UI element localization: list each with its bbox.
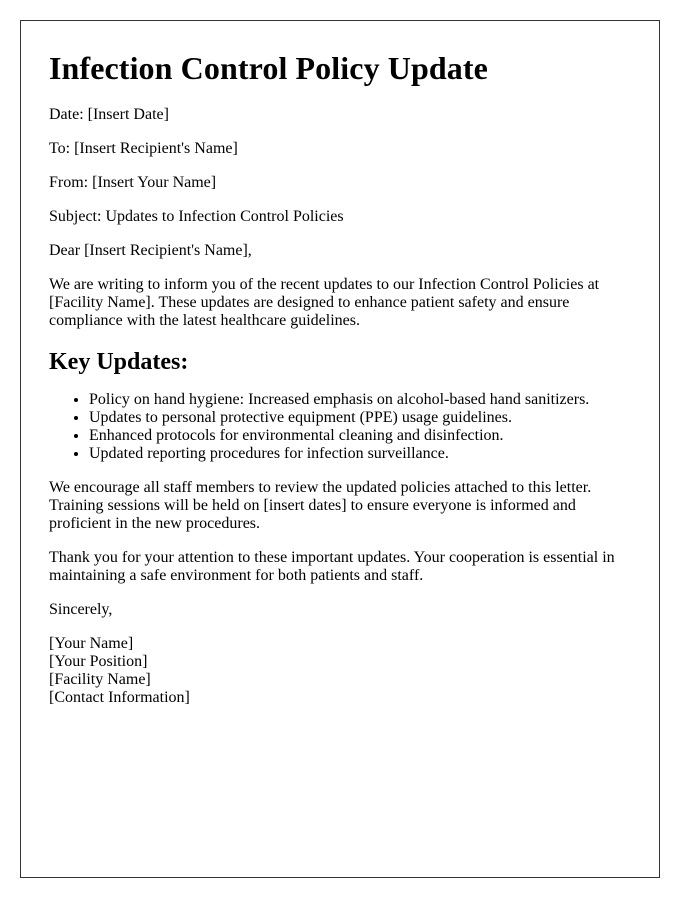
from-line: From: [Insert Your Name] bbox=[49, 174, 217, 191]
thanks-paragraph: Thank you for your attention to these important updates. Your cooperation is essential in maintaining a safe environment for both patients and staff. bbox=[49, 549, 615, 584]
key-update-item: • Policy on hand hygiene: Increased emphasis on alcohol-based hand sanitizers. bbox=[89, 391, 631, 409]
subject-line: Subject: Updates to Infection Control Policies bbox=[49, 208, 344, 225]
to-line: To: [Insert Recipient's Name] bbox=[49, 140, 238, 157]
signature-position: [Your Position] bbox=[49, 653, 148, 670]
intro-paragraph: We are writing to inform you of the recent updates to our Infection Control Policies at [Facility Name]. These updates are designed to enhance patient safety and ensure compliance with the latest healthcare guidelines. bbox=[49, 276, 600, 329]
signature-name: [Your Name] bbox=[49, 635, 134, 652]
key-update-item: • Updated reporting procedures for infection surveillance. bbox=[89, 445, 631, 463]
date-line: Date: [Insert Date] bbox=[49, 106, 169, 123]
signature-contact: [Contact Information] bbox=[49, 689, 190, 706]
signature-block bbox=[49, 635, 631, 707]
letter-page bbox=[20, 20, 660, 878]
key-updates-list bbox=[49, 391, 631, 463]
salutation: Dear [Insert Recipient's Name], bbox=[49, 242, 252, 259]
signature-facility: [Facility Name] bbox=[49, 671, 151, 688]
review-paragraph: We encourage all staff members to review the updated policies attached to this letter. Training sessions will be held on [insert dates] to ensure everyone is informed and proficient in the new procedures. bbox=[49, 479, 592, 532]
key-update-item: • Updates to personal protective equipment (PPE) usage guidelines. bbox=[89, 409, 631, 427]
letter-title: Infection Control Policy Update bbox=[49, 50, 488, 86]
key-update-item: • Enhanced protocols for environmental cleaning and disinfection. bbox=[89, 427, 631, 445]
key-updates-heading: Key Updates: bbox=[49, 349, 189, 375]
closing: Sincerely, bbox=[49, 601, 113, 618]
